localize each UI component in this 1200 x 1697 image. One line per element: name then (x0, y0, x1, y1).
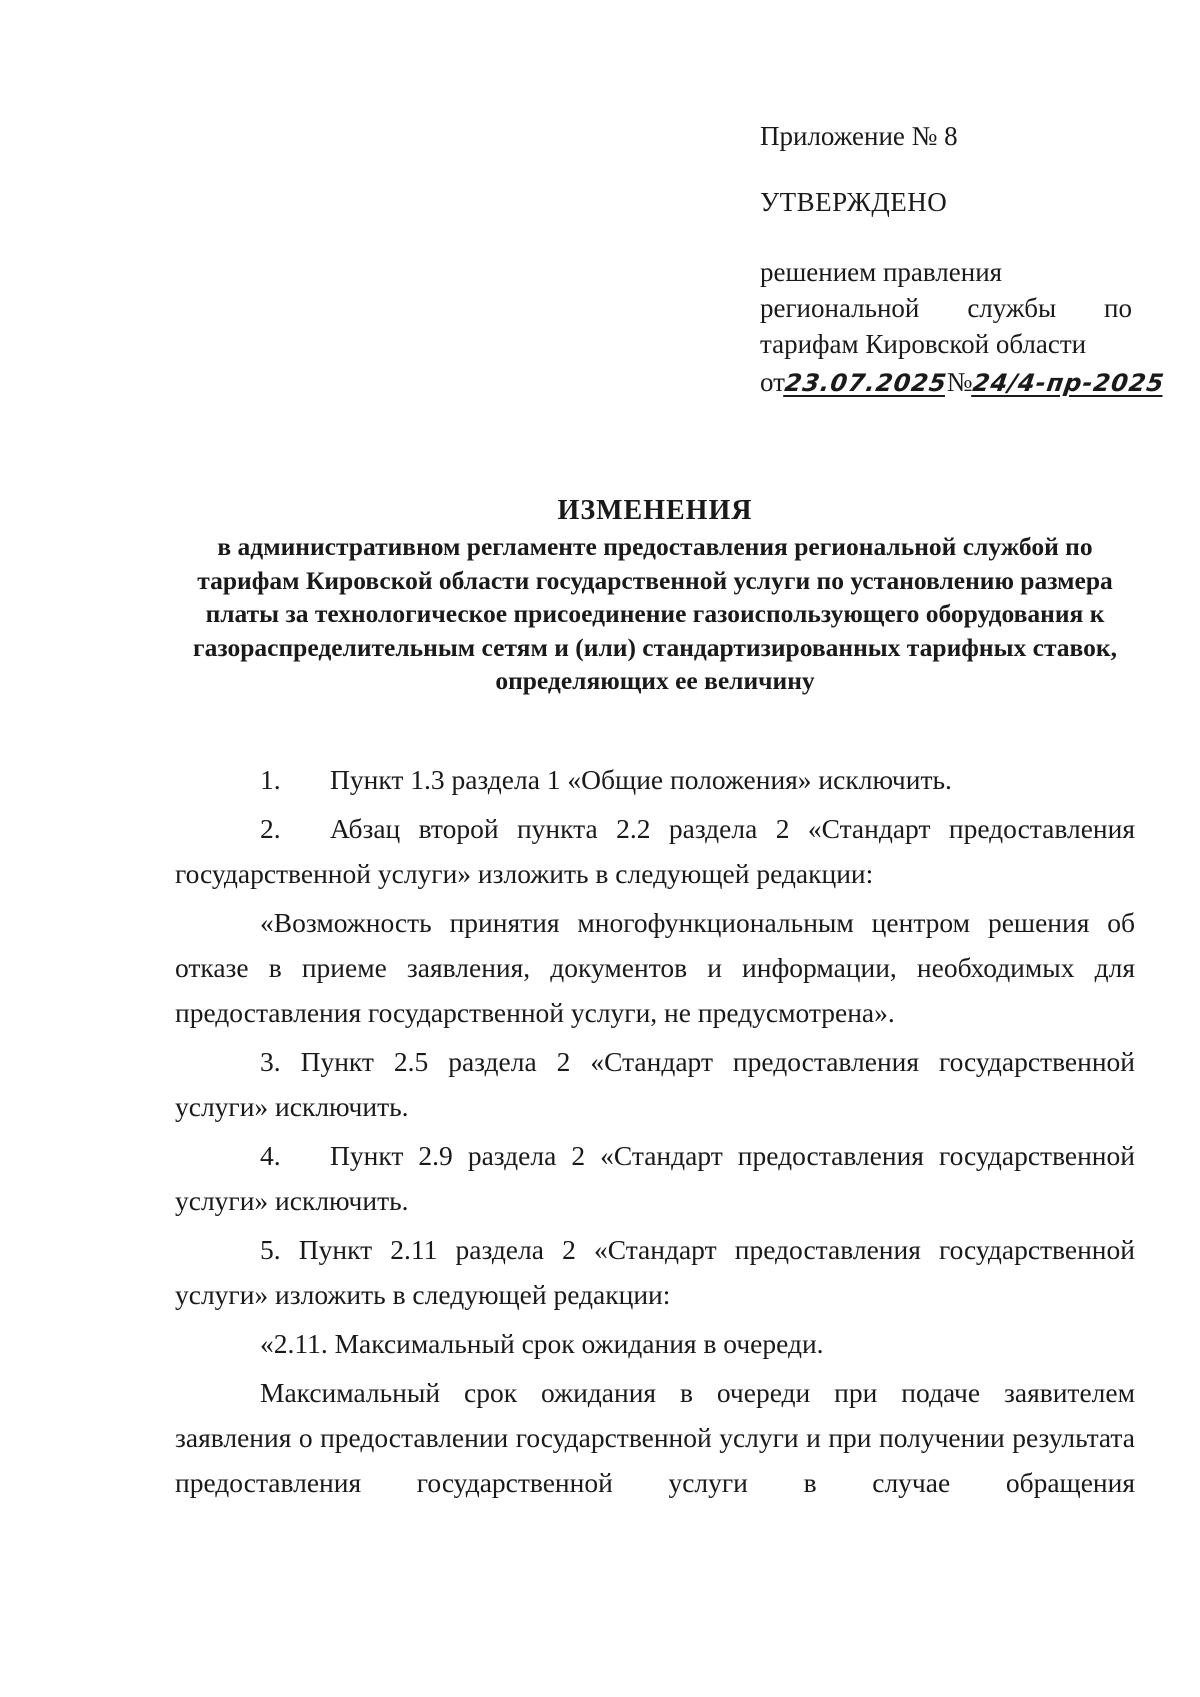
item-number: 4. (260, 1140, 281, 1171)
item-5-subheading (175, 1321, 1135, 1366)
item-5 (175, 1227, 1135, 1317)
item-text: Пункт 2.9 раздела 2 «Стандарт предоставления государственной услуги» исключить. (175, 1140, 1135, 1216)
item-text: Пункт 1.3 раздела 1 «Общие положения» исключить. (330, 764, 952, 795)
approval-block (760, 118, 1166, 401)
document-title (175, 492, 1135, 698)
handwritten-number: 24/4-пр-2025 (970, 369, 1166, 397)
item-text: Пункт 2.5 раздела 2 «Стандарт предоставления государственной услуги» исключить. (175, 1046, 1136, 1122)
item-number: 3. (260, 1046, 281, 1077)
from-prefix: от (760, 367, 785, 397)
item-text: Пункт 2.11 раздела 2 «Стандарт предоставления государственной услуги» изложить в следующей редакции: (175, 1234, 1135, 1310)
title-heading: ИЗМЕНЕНИЯ (557, 495, 753, 526)
item-text: Максимальный срок ожидания в очереди при подаче заявителем заявления о предоставлении государственной услуги и при получении результата предоставления государственной услуги в случае обращения (175, 1377, 1135, 1498)
handwritten-date: 23.07.2025 (782, 369, 949, 397)
title-subtitle: в административном регламенте предоставления региональной службой по тарифам Кировской области государственной услуги по установлению размера платы за технологическое присоединение газоиспользующего оборудования к газораспределительным сетям и (или) стандартизированных тарифных ставок, определяющих ее величину (193, 532, 1117, 695)
item-5-paragraph (175, 1370, 1135, 1505)
item-number: 1. (260, 764, 281, 795)
item-text: «Возможность принятия многофункциональным центром решения об отказе в приеме заявления, документов и информации, необходимых для предоставления государственной услуги, не предусмотрена». (175, 907, 1135, 1028)
item-2-quote (175, 900, 1135, 1035)
item-4 (175, 1133, 1135, 1223)
approval-line-2: региональной службы по (760, 293, 1132, 323)
item-2 (175, 806, 1135, 896)
item-number: 5. (260, 1234, 281, 1265)
item-text: «2.11. Максимальный срок ожидания в очереди. (260, 1328, 824, 1359)
item-number: 2. (260, 813, 281, 844)
approved-stamp-text: УТВЕРЖДЕНО (760, 187, 948, 217)
appendix-number: Приложение № 8 (760, 121, 958, 151)
document-body (175, 757, 1135, 1509)
number-prefix: № (946, 367, 973, 397)
item-text: Абзац второй пункта 2.2 раздела 2 «Стандарт предоставления государственной услуги» изложить в следующей редакции: (175, 813, 1135, 889)
item-1 (175, 757, 1135, 802)
approval-date-number (760, 364, 1166, 401)
item-3 (175, 1039, 1135, 1129)
approval-line-3: тарифам Кировской области (760, 329, 1087, 359)
approval-line-1: решением правления (760, 257, 1003, 287)
